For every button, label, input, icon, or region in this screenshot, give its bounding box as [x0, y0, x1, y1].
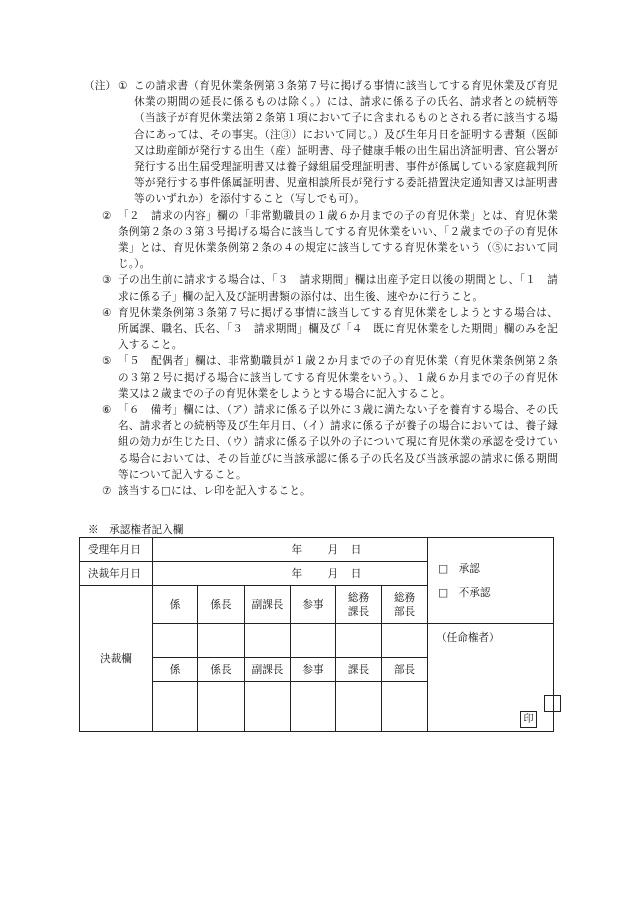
stamp-cell[interactable]: [291, 624, 336, 658]
note-number: ⑥: [102, 404, 112, 417]
header-somu-bucho: 総務部長: [382, 586, 428, 624]
decided-date-label: 決裁年月日: [80, 562, 153, 586]
note-5: [88, 353, 558, 402]
stamp-cell[interactable]: [245, 624, 291, 658]
note-3: [88, 272, 558, 304]
note-1: [84, 78, 558, 208]
header-fukukacho-2: 副課長: [245, 658, 291, 682]
note-6: [88, 402, 558, 483]
header-sanji-2: 参事: [291, 658, 336, 682]
stamp-cell[interactable]: [245, 682, 291, 732]
appointer-label: （任命権者）: [436, 632, 500, 644]
note-prefix: （注）: [84, 80, 117, 92]
approval-table: [79, 537, 554, 732]
stamp-cell[interactable]: [382, 682, 428, 732]
note-text: 子の出生前に請求する場合は、「３ 請求期間」欄は出産予定日以後の期間とし、「１ 請求に係る子」欄の記入及び証明書類の添付は、出生後、速やかに行うこと。: [118, 274, 558, 303]
note-number: ③: [102, 274, 112, 287]
note-text: この請求書（育児休業条例第３条第７号に掲げる事情に該当してする育児休業及び育児休業の期間の延長に係るものは除く。）には、請求に係る子の氏名、請求者との続柄等（当該子が育児休業法第２条第１項において子に含まれるものとされる者に該当する場合にあっては、その事実。（注③）において同じ。）及び生年月日を証明する書類（医師又は助産師が発行する出生（産）証明書、母子健康手帳の出生届出済証明書、官公署が発行する出生届受理証明書又は養子縁組届受理証明書、事件が係属している家庭裁判所等が発行する事件係属証明書、児童相談所長が発行する委託措置決定通知書又は証明書等のいずれか）を添付すること（写しでも可）。: [134, 80, 558, 206]
header-bucho: 部長: [382, 658, 428, 682]
stamp-cell[interactable]: [198, 624, 245, 658]
decision-result-cell: [428, 538, 554, 624]
reject-checkbox[interactable]: □ 不承認: [438, 586, 491, 599]
stamp-cell[interactable]: [198, 682, 245, 732]
header-fukukacho-1: 副課長: [245, 586, 291, 624]
note-number: ④: [102, 306, 112, 319]
note-text: 「５ 配偶者」欄は、非常勤職員が１歳２か月までの子の育児休業（育児休業条例第２条の３第２号に掲げる場合に該当してする育児休業をいう。）、１歳６か月までの子の育児休業又は２歳までの子の育児休業をしようとする場合に記入すること。: [118, 355, 558, 400]
stamp-box: [544, 695, 561, 712]
header-kakari-1: 係: [153, 586, 198, 624]
approval-section-title: ※ 承認権者記入欄: [88, 524, 184, 536]
note-number: ⑦: [102, 485, 112, 498]
header-sanji-1: 参事: [291, 586, 336, 624]
note-text: 「６ 備考」欄には、（ア）請求に係る子以外に３歳に満たない子を養育する場合、その氏名、請求者との続柄等及び生年月日、（イ）請求に係る子が養子の場合においては、養子縁組の効力が生じた日、（ウ）請求に係る子以外の子について現に育児休業の承認を受けている場合においては、その旨並びに当該承認に係る子の氏名及び当該承認の請求に係る期間等について記入すること。: [118, 404, 558, 481]
received-date-field[interactable]: 年 月 日: [153, 538, 428, 562]
decision-column-label: 決裁欄: [80, 586, 153, 732]
note-text: 該当する□には、レ印を記入すること。: [118, 485, 311, 498]
header-kacho: 課長: [336, 658, 382, 682]
stamp-cell[interactable]: [336, 624, 382, 658]
stamp-cell[interactable]: [153, 624, 198, 658]
header-kakari-2: 係: [153, 658, 198, 682]
note-7: [88, 483, 558, 499]
stamp-cell[interactable]: [291, 682, 336, 732]
decided-date-field[interactable]: 年 月 日: [153, 562, 428, 586]
header-kakaricho-2: 係長: [198, 658, 245, 682]
approve-checkbox[interactable]: □ 承認: [438, 562, 480, 575]
note-text: 育児休業条例第３条第７号に掲げる事情に該当してする育児休業をしようとする場合は、所属課、職名、氏名、「３ 請求期間」欄及び「４ 既に育児休業をした期間」欄のみを記入すること。: [118, 306, 558, 352]
header-kakaricho-1: 係長: [198, 586, 245, 624]
note-number: ⑤: [102, 355, 112, 368]
note-4: [88, 305, 558, 354]
header-somu-kacho: 総務課長: [336, 586, 382, 624]
stamp-cell[interactable]: [336, 682, 382, 732]
seal-mark: 印: [520, 711, 537, 728]
stamp-cell[interactable]: [382, 624, 428, 658]
note-number: ②: [102, 209, 112, 222]
notes-section: [84, 78, 558, 499]
received-date-label: 受理年月日: [80, 538, 153, 562]
note-number: ①: [118, 80, 128, 92]
note-2: [88, 208, 558, 273]
stamp-cell[interactable]: [153, 682, 198, 732]
note-text: 「２ 請求の内容」欄の「非常勤職員の１歳６か月までの子の育児休業」とは、育児休業条例第２条の３第３号掲げる場合に該当してする育児休業をいい、「２歳までの子の育児休業」とは、育児休業条例第２条の４の規定に該当してする育児休業をいう（⑤において同じ。）。: [118, 209, 558, 271]
